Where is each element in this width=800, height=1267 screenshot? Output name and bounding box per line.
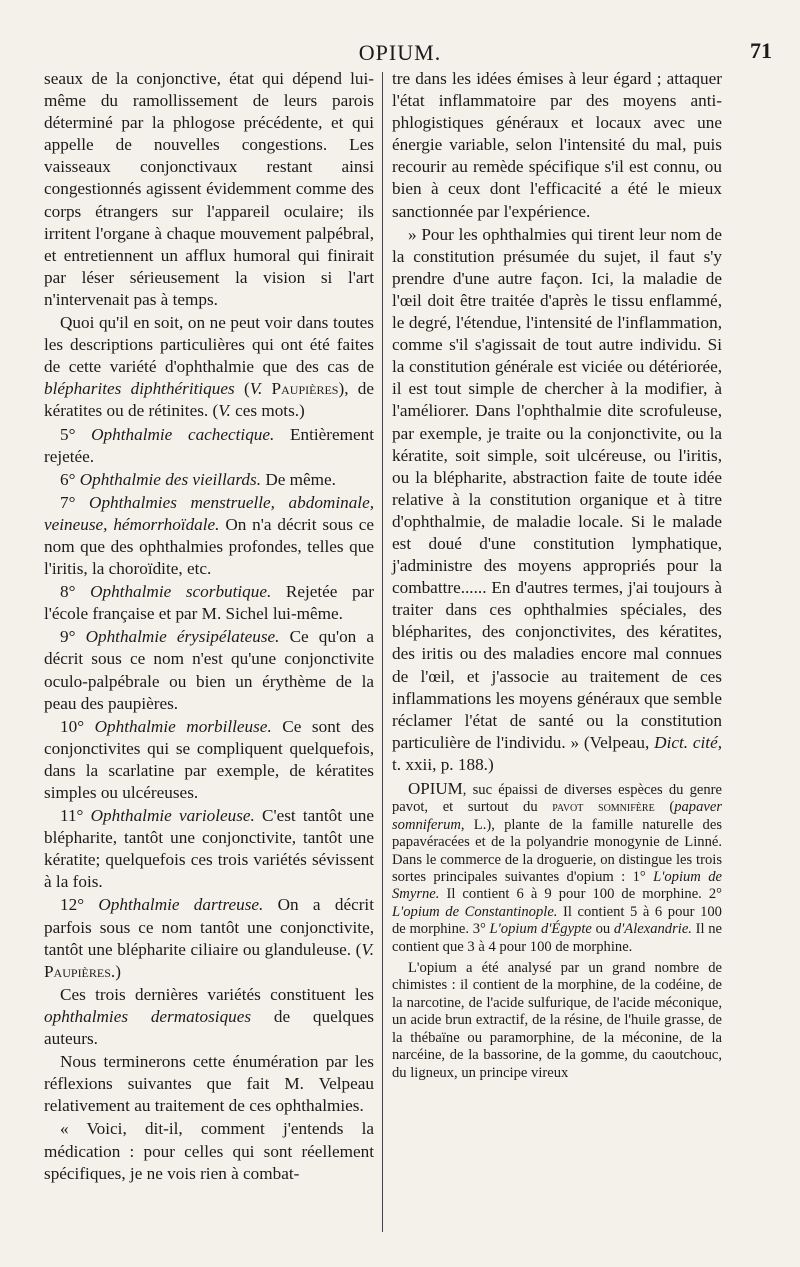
paragraph: Ces trois dernières variétés constituent les ophthalmies dermatosiques de quelques auteurs.: [44, 984, 374, 1049]
list-item: 7° Ophthalmies menstruelle, abdominale, veineuse, hémorrhoïdale. On n'a décrit sous ce nom que des ophthalmies profondes, telles que l'iritis, la choroïdite, etc.: [44, 492, 374, 579]
entry-paragraph: L'opium a été analysé par un grand nombre de chimistes : il contient de la morphine, de la codéine, de la narcotine, de l'acide sulfurique, de l'acide méconique, un acide brun extractif, de la résine, de l'huile grasse, de la thébaïne ou paramorphine, de la méconine, de la narcéine, de la bassorine, de la gomme, du caoutchouc, du ligneux, un principe vireux: [392, 960, 722, 1081]
quote-paragraph: » Pour les ophthalmies qui tirent leur nom de la constitution présumée du sujet, il faut s'y prendre d'une autre façon. Ici, la maladie de l'œil doit être traitée d'après le tissu enflammé, le degré, l'étendue, l'intensité de l'inflammation, comme s'il s'agissait de tout autre individu. Si la constitution générale est viciée ou détériorée, il est tout simple de chercher à la modifier, à l'améliorer. Dans l'ophthalmie dite scrofuleuse, par exemple, je traite ou la conjonctivite, ou la kératite, soit simple, soit ulcéreuse, ou l'iritis, ou la blépharite, abstraction faite de toute idée relative à la constitution organique et à titre d'ophthalmie, de maladie locale. Si le malade est doué d'une constitution lymphatique, j'administre des moyens appropriés pour la combattre...... En d'autres termes, j'ai toujours à traiter dans ces ophthalmies spéciales, des blépharites, des conjonctivites, des kératites, des iritis ou des maladies encore mal connues de l'œil, et j'associe au traitement de ces inflammations les moyens généraux que semble réclamer l'état de santé ou la constitution particulière de l'individu. » (Velpeau, Dict. cité, t. xxii, p. 188.): [392, 224, 722, 774]
running-title: OPIUM.: [358, 40, 442, 65]
paragraph: Nous terminerons cette énumération par les réflexions suivantes que fait M. Velpeau relativement au traitement de ces ophthalmies.: [44, 1052, 374, 1116]
list-item: 11° Ophthalmie varioleuse. C'est tantôt une blépharite, tantôt une conjonctivite, tantôt une kératite; quelquefois ces trois variétés sévissent à la fois.: [44, 806, 374, 892]
paragraph: seaux de la conjonctive, état qui dépend lui-même du ramollissement de leurs parois déterminé par la phlogose précédente, et qui appelle de nouvelles congestions. Les vaisseaux conjonctivaux restant ainsi congestionnés agissent évidemment comme des corps étrangers sur l'appareil oculaire; ils irritent l'organe à chaque mouvement palpébral, et entretiennent un afflux humoral qui finirait par léser sérieusement la vision si l'art n'intervenait pas à temps.: [44, 69, 374, 309]
entry-headword: OPIUM: [408, 779, 463, 798]
paragraph: Quoi qu'il en soit, on ne peut voir dans toutes les descriptions particulières qui ont été faites de cette variété d'ophthalmie que des cas de blépharites diphthéritiques (V. Paupières), de kératites ou de rétinites. (V. ces mots.): [44, 313, 374, 421]
list-item: 10° Ophthalmie morbilleuse. Ce sont des conjonctivites qui se compliquent quelquefois, dans la scarlatine par exemple, de kératites simples ou ulcéreuses.: [44, 716, 375, 802]
list-item: 8° Ophthalmie scorbutique. Rejetée par l'école française et par M. Sichel lui-même.: [44, 582, 374, 624]
list-item: 9° Ophthalmie érysipélateuse. Ce qu'on a décrit sous ce nom n'est qu'une conjonctivite oculo-palpébrale ou bien un érythème de la peau des paupières.: [44, 627, 374, 713]
list-item: 6° Ophthalmie des vieillards. De même.: [60, 469, 336, 489]
entry-paragraph: OPIUM, suc épaissi de diverses espèces du genre pavot, et surtout du pavot somnifère (papaver somniferum, L.), plante de la famille naturelle des papavéracées et de la polyandrie monogynie de Linné. Dans le commerce de la droguerie, on distingue les trois sortes principales suivantes d'opium : 1° L'opium de Smyrne. Il contient 6 à 9 pour 100 de morphine. 2° L'opium de Constantinople. Il contient 5 à 6 pour 100 de morphine. 3° L'opium d'Égypte ou d'Alexandrie. Il ne contient que 3 à 4 pour 100 de morphine.: [392, 779, 723, 955]
quote-paragraph: « Voici, dit-il, comment j'entends la médication : pour celles qui sont réellement spécifiques, je ne vois rien à combat-: [44, 1119, 374, 1183]
list-item: 12° Ophthalmie dartreuse. On a décrit parfois sous ce nom tantôt une conjonctivite, tantôt une blépharite ciliaire ou glanduleuse. (V. Paupières.): [44, 895, 374, 981]
opium-entry: [392, 780, 722, 1082]
quote-paragraph: tre dans les idées émises à leur égard ; attaquer l'état inflammatoire par des moyens anti-phlogistiques généraux et locaux avec une énergie variable, selon l'intensité du mal, puis recourir au remède spécifique s'il est connu, ou bien à ceux dont l'efficacité a été le mieux sanctionnée par l'expérience.: [392, 69, 722, 221]
left-column: [44, 68, 374, 1186]
list-item: 5° Ophthalmie cachectique. Entièrement rejetée.: [44, 424, 374, 466]
page-number: 71: [750, 38, 772, 63]
column-divider: [382, 72, 383, 1232]
right-column: [392, 68, 722, 1084]
page-header: [0, 40, 800, 70]
